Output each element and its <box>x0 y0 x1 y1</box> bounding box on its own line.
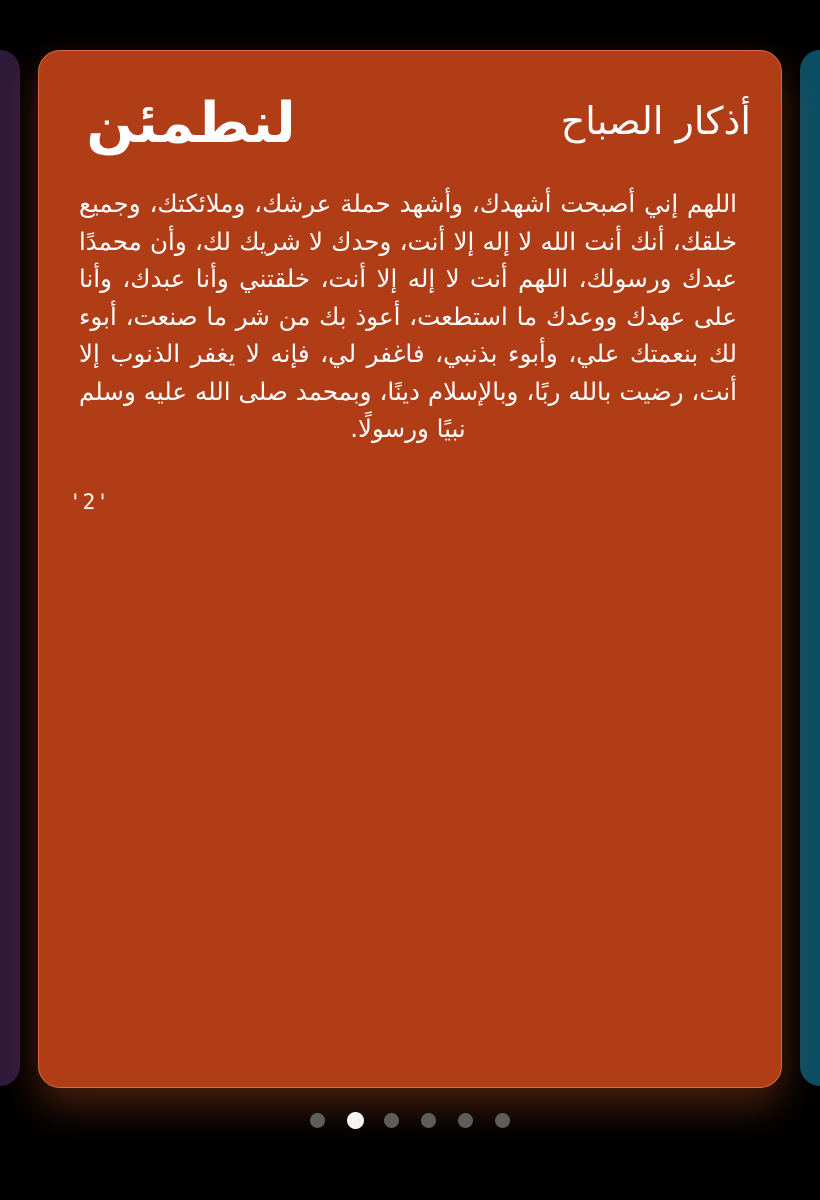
page-indicator <box>0 1112 820 1130</box>
previous-card-peek[interactable] <box>0 50 20 1086</box>
app-logo-text: لنطمئن <box>86 91 296 156</box>
next-card-peek[interactable] <box>800 50 820 1086</box>
page-dot[interactable] <box>458 1113 473 1128</box>
page-dot-active[interactable] <box>347 1112 364 1129</box>
page-dot[interactable] <box>384 1113 399 1128</box>
dhikr-card[interactable] <box>38 50 782 1088</box>
dhikr-text: اللهم إني أصبحت أشهدك، وأشهد حملة عرشك، وملائكتك، وجميع خلقك، أنك أنت الله لا إله إلا أنت، وحدك لا شريك لك، وأن محمدًا عبدك ورسولك، اللهم أنت لا إله إلا أنت، خلقتني وأنا عبدك، وأنا على عهدك ووعدك ما استطعت، أعوذ بك من شر ما صنعت، أبوء لك بنعمتك علي، وأبوء بذنبي، فاغفر لي، فإنه لا يغفر الذنوب إلا أنت، رضيت بالله ربًا، وبالإسلام دينًا، وبمحمد صلى الله عليه وسلم نبيًا ورسولًا. <box>79 189 737 443</box>
page-dot[interactable] <box>310 1113 325 1128</box>
card-header <box>39 51 781 201</box>
page-dot[interactable] <box>421 1113 436 1128</box>
app-logo <box>67 81 315 167</box>
repeat-count: '2' <box>69 490 110 514</box>
card-title: أذكار الصباح <box>560 99 751 143</box>
page-dot[interactable] <box>495 1113 510 1128</box>
